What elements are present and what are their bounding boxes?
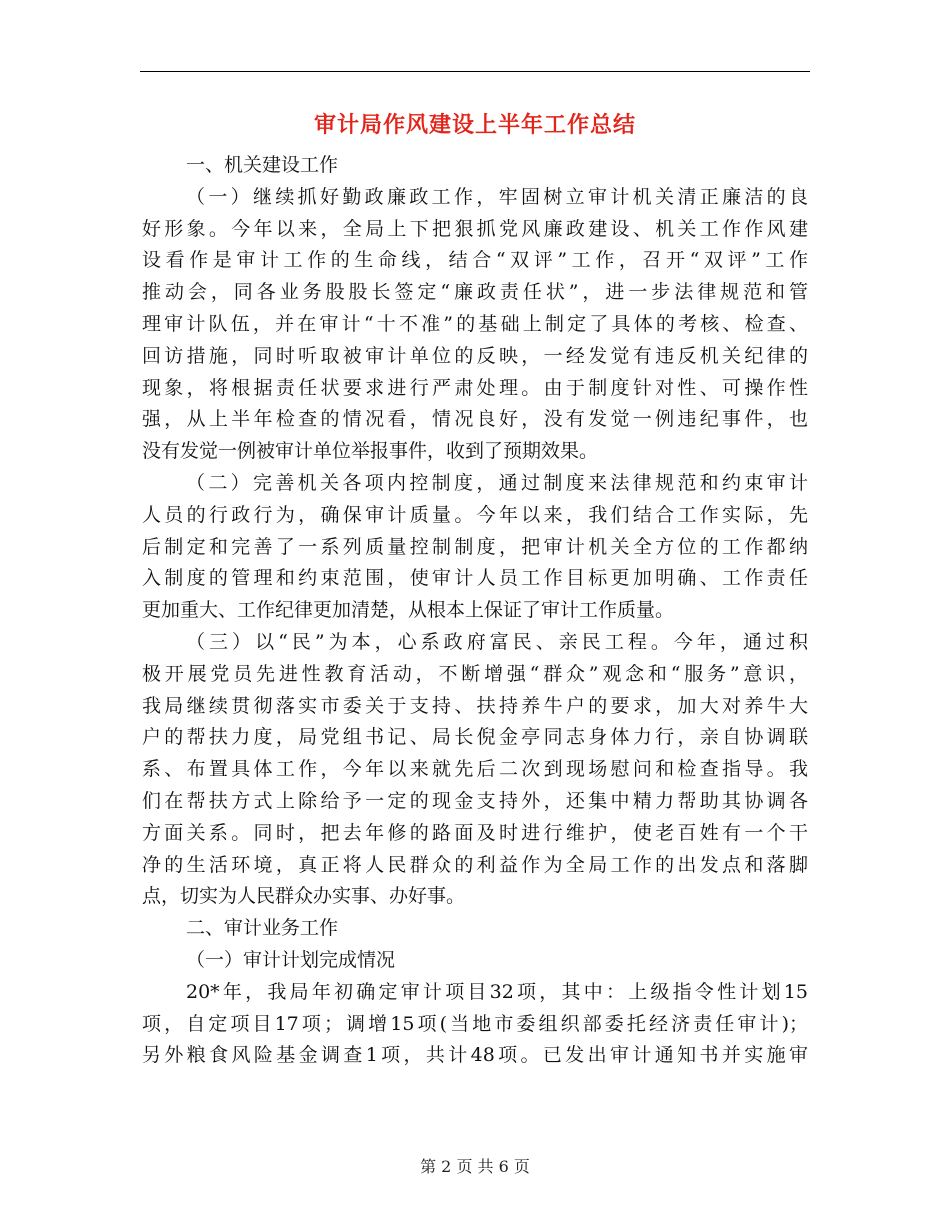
body-line: 人员的行政行为，确保审计质量。今年以来，我们结合工作实际，先 xyxy=(142,503,808,526)
header-rule xyxy=(140,71,810,72)
body-line: 方面关系。同时，把去年修的路面及时进行维护，使老百姓有一个干 xyxy=(142,821,808,844)
body-line: 更加重大、工作纪律更加清楚，从根本上保证了审计工作质量。 xyxy=(142,599,675,622)
body-line: 净的生活环境，真正将人民群众的利益作为全局工作的出发点和落脚 xyxy=(142,853,808,876)
body-line: 好形象。今年以来，全局上下把狠抓党风廉政建设、机关工作作风建 xyxy=(142,217,808,240)
body-line: 点，切实为人民群众办实事、办好事。 xyxy=(142,885,466,908)
body-line: 没有发觉一例被审计单位举报事件，收到了预期效果。 xyxy=(142,440,599,463)
page-footer: 第 2 页 共 6 页 xyxy=(420,1157,530,1176)
body-line: 设看作是审计工作的生命线，结合“双评”工作，召开“双评”工作 xyxy=(142,249,808,272)
body-line: 们在帮扶方式上除给予一定的现金支持外，还集中精力帮助其协调各 xyxy=(142,789,808,812)
body-line: 入制度的管理和约束范围，使审计人员工作目标更加明确、工作责任 xyxy=(142,567,808,590)
document-body xyxy=(142,150,808,1072)
body-line: （三）以“民”为本，心系政府富民、亲民工程。今年，通过积 xyxy=(186,630,808,653)
body-line: 后制定和完善了一系列质量控制制度，把审计机关全方位的工作都纳 xyxy=(142,535,808,558)
body-line: 理审计队伍，并在审计“十不准”的基础上制定了具体的考核、检查、 xyxy=(142,312,808,335)
body-line: 现象，将根据责任状要求进行严肃处理。由于制度针对性、可操作性 xyxy=(142,376,808,399)
document-title: 审计局作风建设上半年工作总结 xyxy=(313,113,636,138)
body-line: 回访措施，同时听取被审计单位的反映，一经发觉有违反机关纪律的 xyxy=(142,344,808,367)
body-line: 户的帮扶力度，局党组书记、局长倪金亭同志身体力行，亲自协调联 xyxy=(142,726,808,749)
body-line: 我局继续贯彻落实市委关于支持、扶持养牛户的要求，加大对养牛大 xyxy=(142,694,808,717)
body-line: 另外粮食风险基金调查1项，共计48项。已发出审计通知书并实施审 xyxy=(142,1044,808,1067)
body-line: 强，从上半年检查的情况看，情况良好，没有发觉一例违纪事件，也 xyxy=(142,408,808,431)
body-line: 项，自定项目17项；调增15项(当地市委组织部委托经济责任审计)； xyxy=(142,1012,808,1035)
body-line: （一）审计计划完成情况 xyxy=(186,948,396,971)
body-line: 20*年，我局年初确定审计项目32项，其中：上级指令性计划15 xyxy=(186,980,808,1003)
body-line: 极开展党员先进性教育活动，不断增强“群众”观念和“服务”意识， xyxy=(142,662,808,685)
body-line: 系、布置具体工作，今年以来就先后二次到现场慰问和检查指导。我 xyxy=(142,758,808,781)
body-line: 一、机关建设工作 xyxy=(186,154,339,176)
body-line: （一）继续抓好勤政廉政工作，牢固树立审计机关清正廉洁的良 xyxy=(186,185,808,208)
body-line: （二）完善机关各项内控制度，通过制度来法律规范和约束审计 xyxy=(186,471,808,494)
body-line: 推动会，同各业务股股长签定“廉政责任状”，进一步法律规范和管 xyxy=(142,281,808,304)
body-line: 二、审计业务工作 xyxy=(186,917,339,940)
